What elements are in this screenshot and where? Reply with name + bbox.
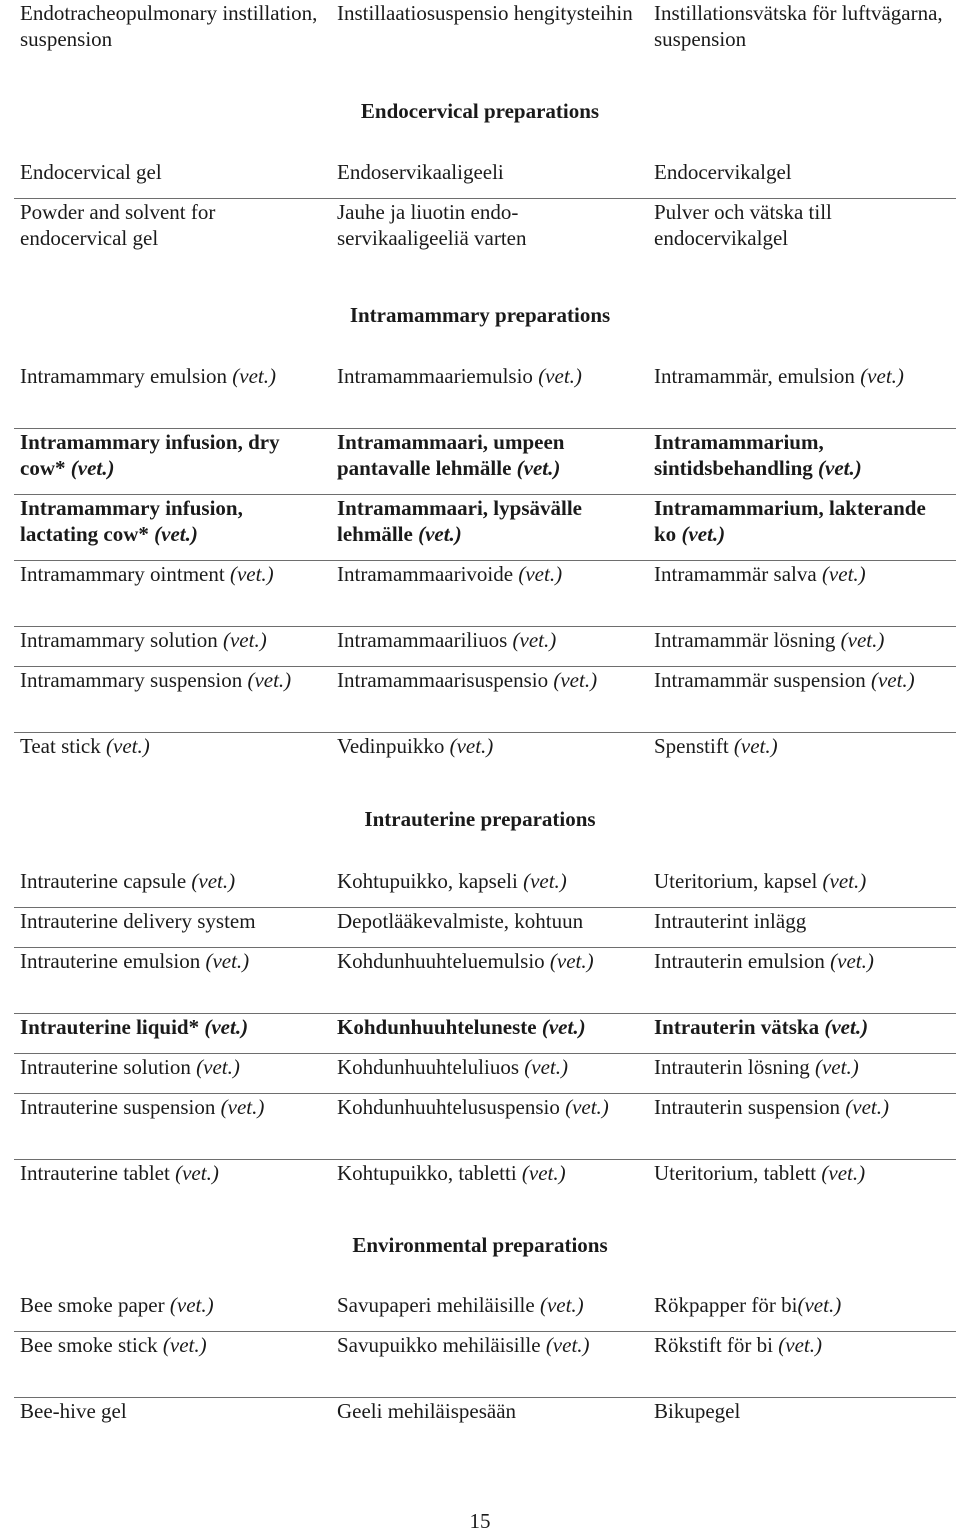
term-text: Vedinpuikko (337, 734, 445, 758)
cell-swedish (648, 1332, 956, 1397)
vet-marker: (vet.) (222, 628, 267, 652)
cell-swedish (648, 159, 956, 198)
vet-marker: (vet.) (449, 734, 494, 758)
vet-marker: (vet.) (539, 1293, 584, 1317)
term-text: Uteritorium, tablett (654, 1161, 817, 1185)
table-row (14, 1332, 956, 1398)
term-text: Intrauterine suspension (20, 1095, 216, 1119)
cell-finnish (331, 1292, 648, 1331)
term-text: Intramammary suspension (20, 668, 243, 692)
vet-marker: (vet.) (205, 949, 250, 973)
term-text: Intramammary ointment (20, 562, 225, 586)
term-text: Intramammarium, lakterande ko (654, 496, 926, 546)
vet-marker: (vet.) (229, 562, 274, 586)
table-row (14, 0, 956, 52)
vet-marker: (vet.) (553, 668, 598, 692)
table-row (14, 1398, 956, 1424)
table-row (14, 495, 956, 561)
table-row (14, 429, 956, 495)
vet-marker: (vet.) (106, 734, 150, 758)
term-text: Intrauterine liquid* (20, 1015, 200, 1039)
term-text: Uteritorium, kapsel (654, 869, 818, 893)
term-text: Kohtupuikko, kapseli (337, 869, 518, 893)
term-text: Intrauterine solution (20, 1055, 191, 1079)
table-row (14, 561, 956, 627)
table-row (14, 1292, 956, 1332)
cell-finnish (331, 868, 648, 907)
term-text: Kohdunhuuhtelususpensio (337, 1095, 560, 1119)
cell-swedish (648, 0, 956, 52)
vet-marker: (vet.) (845, 1095, 890, 1119)
cell-english (14, 1094, 331, 1159)
table-row (14, 667, 956, 733)
cell-english (14, 363, 331, 428)
table-row (14, 627, 956, 667)
cell-english (14, 429, 331, 494)
cell-finnish (331, 1014, 648, 1053)
cell-english (14, 1398, 331, 1424)
cell-finnish (331, 0, 648, 52)
cell-finnish (331, 733, 648, 759)
vet-marker: (vet.) (549, 949, 594, 973)
term-text: Kohdunhuuhteluliuos (337, 1055, 519, 1079)
table-row (14, 1094, 956, 1160)
section-table (14, 0, 956, 52)
cell-english (14, 908, 331, 947)
cell-swedish (648, 1094, 956, 1159)
table-row (14, 948, 956, 1014)
vet-marker: (vet.) (840, 628, 885, 652)
term-text: Kohtupuikko, tabletti (337, 1161, 517, 1185)
cell-finnish (331, 1398, 648, 1424)
term-text: Rökstift för bi (654, 1333, 773, 1357)
term-text: Intramammär lösning (654, 628, 836, 652)
vet-marker: (vet.) (822, 869, 867, 893)
term-text: Intramammary infusion, lactating cow* (20, 496, 243, 546)
cell-swedish (648, 908, 956, 947)
term-text: Teat stick (20, 734, 101, 758)
cell-finnish (331, 667, 648, 732)
term-text: Intramammarium, sintidsbehandling (654, 430, 824, 480)
cell-finnish (331, 363, 648, 428)
term-text: Intramammär suspension (654, 668, 866, 692)
cell-swedish (648, 429, 956, 494)
vet-marker: (vet.) (169, 1293, 214, 1317)
term-text: Intrauterine emulsion (20, 949, 201, 973)
vet-marker: (vet.) (247, 668, 292, 692)
vet-marker: (vet.) (778, 1333, 822, 1357)
vet-marker: (vet.) (204, 1015, 249, 1039)
cell-finnish (331, 199, 648, 251)
cell-english (14, 1014, 331, 1053)
cell-swedish (648, 199, 956, 251)
section-table (14, 868, 956, 1186)
vet-marker: (vet.) (538, 364, 582, 388)
vet-marker: (vet.) (818, 456, 862, 480)
vet-marker: (vet.) (830, 949, 874, 973)
term-text: Intramammaari, umpeen pantavalle lehmälle (337, 430, 565, 480)
cell-finnish (331, 627, 648, 666)
term-text: Kohdunhuuhteluneste (337, 1015, 537, 1039)
cell-swedish (648, 1054, 956, 1093)
term-text: Endocervical gel (20, 160, 162, 184)
vet-marker: (vet.) (821, 1161, 866, 1185)
table-row (14, 908, 956, 948)
cell-finnish (331, 908, 648, 947)
term-text: Depotlääkevalmiste, kohtuun (337, 909, 584, 933)
vet-marker: (vet.) (733, 734, 778, 758)
cell-finnish (331, 159, 648, 198)
vet-marker: (vet.) (565, 1095, 609, 1119)
term-text: Endotracheopulmonary instillation, suspension (20, 1, 318, 51)
vet-marker: (vet.) (870, 668, 915, 692)
cell-english (14, 1292, 331, 1331)
vet-marker: (vet.) (154, 522, 198, 546)
cell-english (14, 1054, 331, 1093)
table-row (14, 1054, 956, 1094)
term-text: Intrauterin vätska (654, 1015, 820, 1039)
vet-marker: (vet.) (545, 1333, 590, 1357)
cell-english (14, 495, 331, 560)
vet-marker: (vet.) (175, 1161, 219, 1185)
vet-marker: (vet.) (70, 456, 115, 480)
term-text: Intramammaariliuos (337, 628, 508, 652)
term-text: Bee smoke paper (20, 1293, 165, 1317)
cell-english (14, 868, 331, 907)
section-table (14, 363, 956, 759)
cell-swedish (648, 495, 956, 560)
vet-marker: (vet.) (162, 1333, 207, 1357)
cell-english (14, 159, 331, 198)
section-title: Intrauterine preparations (364, 807, 596, 831)
cell-swedish (648, 1292, 956, 1331)
term-text: Intrauterin emulsion (654, 949, 825, 973)
term-text: Intramammaarivoide (337, 562, 514, 586)
cell-finnish (331, 561, 648, 626)
term-text: Jauhe ja liuotin endo-servikaaligeeliä varten (337, 200, 527, 250)
term-text: Bee-hive gel (20, 1399, 127, 1423)
vet-marker: (vet.) (196, 1055, 240, 1079)
table-row (14, 1014, 956, 1054)
vet-marker: (vet.) (797, 1293, 842, 1317)
cell-finnish (331, 495, 648, 560)
cell-english (14, 1160, 331, 1186)
term-text: Instillaatiosuspensio hengitysteihin (337, 1, 633, 25)
term-text: Intrauterine capsule (20, 869, 187, 893)
term-text: Instillationsvätska för luftvägarna, suspension (654, 1, 943, 51)
term-text: Intramammaari, lypsävälle lehmälle (337, 496, 582, 546)
term-text: Bee smoke stick (20, 1333, 158, 1357)
term-text: Intrauterin lösning (654, 1055, 810, 1079)
cell-swedish (648, 363, 956, 428)
cell-swedish (648, 868, 956, 907)
term-text: Intramammary solution (20, 628, 218, 652)
cell-english (14, 667, 331, 732)
vet-marker: (vet.) (418, 522, 462, 546)
cell-swedish (648, 627, 956, 666)
page-number: 15 (469, 1509, 491, 1533)
term-text: Intramammaariemulsio (337, 364, 533, 388)
vet-marker: (vet.) (860, 364, 904, 388)
term-text: Pulver och vätska till endocervikalgel (654, 200, 832, 250)
vet-marker: (vet.) (220, 1095, 265, 1119)
cell-finnish (331, 1160, 648, 1186)
term-text: Intrauterine delivery system (20, 909, 256, 933)
term-text: Savupaperi mehiläisille (337, 1293, 535, 1317)
term-text: Kohdunhuuhteluemulsio (337, 949, 545, 973)
section-title: Intramammary preparations (349, 303, 611, 327)
cell-swedish (648, 1398, 956, 1424)
vet-marker: (vet.) (516, 456, 561, 480)
cell-finnish (331, 1332, 648, 1397)
vet-marker: (vet.) (824, 1015, 869, 1039)
vet-marker: (vet.) (512, 628, 557, 652)
term-text: Endoservikaaligeeli (337, 160, 504, 184)
vet-marker: (vet.) (521, 1161, 566, 1185)
cell-swedish (648, 667, 956, 732)
term-text: Savupuikko mehiläisille (337, 1333, 541, 1357)
vet-marker: (vet.) (232, 364, 276, 388)
vet-marker: (vet.) (821, 562, 866, 586)
term-text: Spenstift (654, 734, 729, 758)
cell-english (14, 948, 331, 1013)
section-table (14, 1292, 956, 1424)
vet-marker: (vet.) (814, 1055, 859, 1079)
vet-marker: (vet.) (518, 562, 563, 586)
term-text: Intramammary infusion, dry cow* (20, 430, 280, 480)
cell-swedish (648, 561, 956, 626)
term-text: Intrauterint inlägg (654, 909, 807, 933)
cell-swedish (648, 948, 956, 1013)
vet-marker: (vet.) (523, 869, 567, 893)
cell-english (14, 199, 331, 251)
vet-marker: (vet.) (524, 1055, 568, 1079)
section-table (14, 159, 956, 251)
cell-english (14, 627, 331, 666)
term-text: Intramammaarisuspensio (337, 668, 549, 692)
term-text: Intramammär, emulsion (654, 364, 855, 388)
cell-swedish (648, 1014, 956, 1053)
table-row (14, 1160, 956, 1186)
vet-marker: (vet.) (191, 869, 236, 893)
table-row (14, 733, 956, 759)
cell-english (14, 733, 331, 759)
section-title: Endocervical preparations (360, 99, 600, 123)
vet-marker: (vet.) (541, 1015, 586, 1039)
term-text: Intrauterine tablet (20, 1161, 170, 1185)
cell-swedish (648, 1160, 956, 1186)
term-text: Endocervikalgel (654, 160, 792, 184)
term-text: Powder and solvent for endocervical gel (20, 200, 216, 250)
cell-english (14, 561, 331, 626)
term-text: Bikupegel (654, 1399, 741, 1423)
table-row (14, 199, 956, 251)
cell-finnish (331, 1094, 648, 1159)
table-row (14, 159, 956, 199)
cell-finnish (331, 948, 648, 1013)
term-text: Intramammary emulsion (20, 364, 228, 388)
term-text: Geeli mehiläispesään (337, 1399, 517, 1423)
cell-english (14, 0, 331, 52)
cell-finnish (331, 429, 648, 494)
term-text: Rökpapper för bi (654, 1293, 798, 1317)
cell-swedish (648, 733, 956, 759)
section-title: Environmental preparations (352, 1233, 608, 1257)
cell-english (14, 1332, 331, 1397)
table-row (14, 363, 956, 429)
term-text: Intrauterin suspension (654, 1095, 841, 1119)
vet-marker: (vet.) (681, 522, 726, 546)
cell-finnish (331, 1054, 648, 1093)
table-row (14, 868, 956, 908)
term-text: Intramammär salva (654, 562, 817, 586)
